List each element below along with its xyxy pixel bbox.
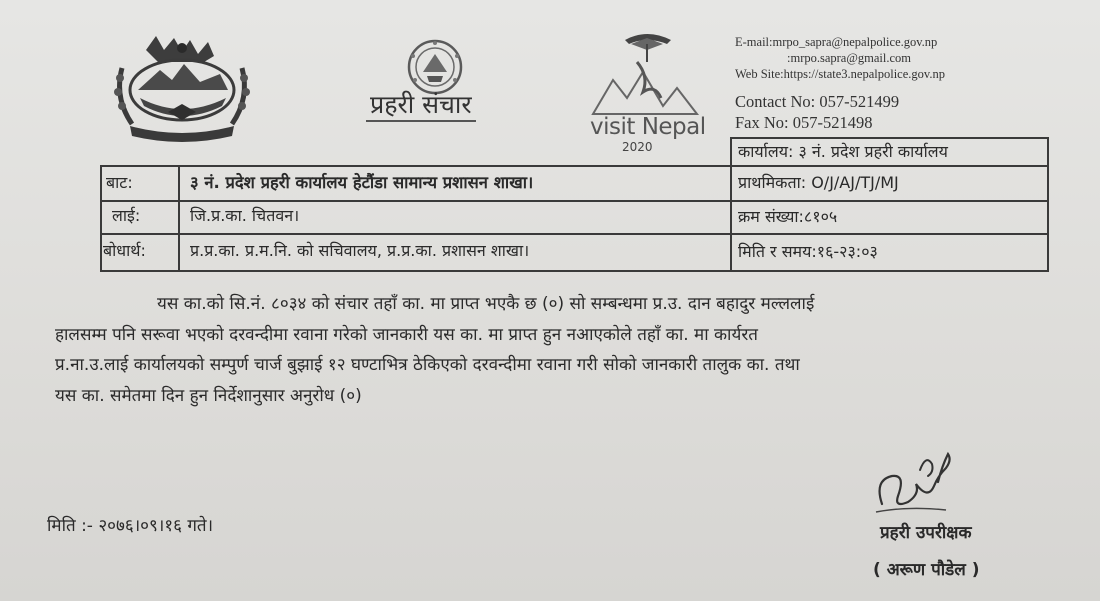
info-label: बोधार्थ:: [103, 241, 146, 260]
to-label: लाई:: [112, 206, 141, 225]
table-rule: [100, 270, 1049, 272]
letter-date: मिति :- २०७६।०९।१६ गते।: [47, 516, 214, 536]
table-rule: [730, 137, 1049, 139]
datetime-cell: मिति र समय:१६-२३:०३: [738, 242, 878, 261]
body-line: प्र.ना.उ.लाई कार्यालयको सम्पुर्ण चार्ज बुझाई १२ घण्टाभित्र ठेकिएको दरवन्दीमा रवाना गरी सोको जानकारी तालुक का. तथा: [55, 355, 800, 375]
letter-body: [55, 289, 1070, 411]
visit-nepal-text: visit Nepal: [590, 114, 706, 140]
handwritten-signature: [868, 446, 963, 524]
office-cell: कार्यालय: ३ नं. प्रदेश प्रहरी कार्यालय: [738, 142, 948, 161]
info-value: प्र.प्र.का. प्र.म.नि. को सचिवालय, प्र.प्र.का. प्रशासन शाखा।: [190, 241, 530, 260]
body-line: हालसम्म पनि सरूवा भएको दरवन्दीमा रवाना गरेको जानकारी यस का. मा प्राप्त हुन नआएकोले तहाँ का. मा कार्यरत: [55, 324, 758, 345]
nepal-emblem-icon: [108, 28, 256, 150]
table-rule: [100, 165, 102, 271]
to-value: जि.प्र.का. चितवन।: [190, 206, 300, 225]
signer-title: प्रहरी उपरीक्षक: [880, 523, 972, 543]
contact-block: [735, 34, 945, 133]
website-line: Web Site:https://state3.nepalpolice.gov.np: [735, 67, 945, 81]
from-label: बाट:: [106, 173, 133, 192]
email-alt-line: :mrpo.sapra@gmail.com: [787, 51, 911, 65]
table-rule: [730, 137, 732, 271]
body-line: यस का. समेतमा दिन हुन निर्देशानुसार अनुरोध (०): [55, 385, 362, 406]
police-logo-icon: [405, 38, 465, 96]
routing-table: [100, 137, 1049, 272]
header-title: प्रहरी संचार: [366, 90, 476, 122]
table-rule: [100, 233, 1049, 235]
contact-number: Contact No: 057-521499: [735, 92, 900, 111]
table-rule: [100, 165, 1049, 167]
email-line: E-mail:mrpo_sapra@nepalpolice.gov.np: [735, 35, 938, 49]
serial-cell: क्रम संख्या:८१०५: [738, 207, 838, 226]
priority-cell: प्राथमिकता: O/J/AJ/TJ/MJ: [738, 173, 899, 192]
body-line: यस का.को सि.नं. ८०३४ को संचार तहाँ का. मा प्राप्त भएकै छ (०) सो सम्बन्धमा प्र.उ. दान बहादुर मल्ललाई: [157, 294, 815, 314]
fax-number: Fax No: 057-521498: [735, 113, 873, 132]
table-rule: [1047, 137, 1049, 271]
table-rule: [178, 165, 180, 271]
table-rule: [100, 200, 1049, 202]
visit-nepal-year: 2020: [622, 140, 653, 154]
from-value: ३ नं. प्रदेश प्रहरी कार्यालय हेटौंडा सामान्य प्रशासन शाखा।: [190, 173, 534, 192]
signer-name: ( अरूण पौडेल ): [873, 560, 980, 580]
